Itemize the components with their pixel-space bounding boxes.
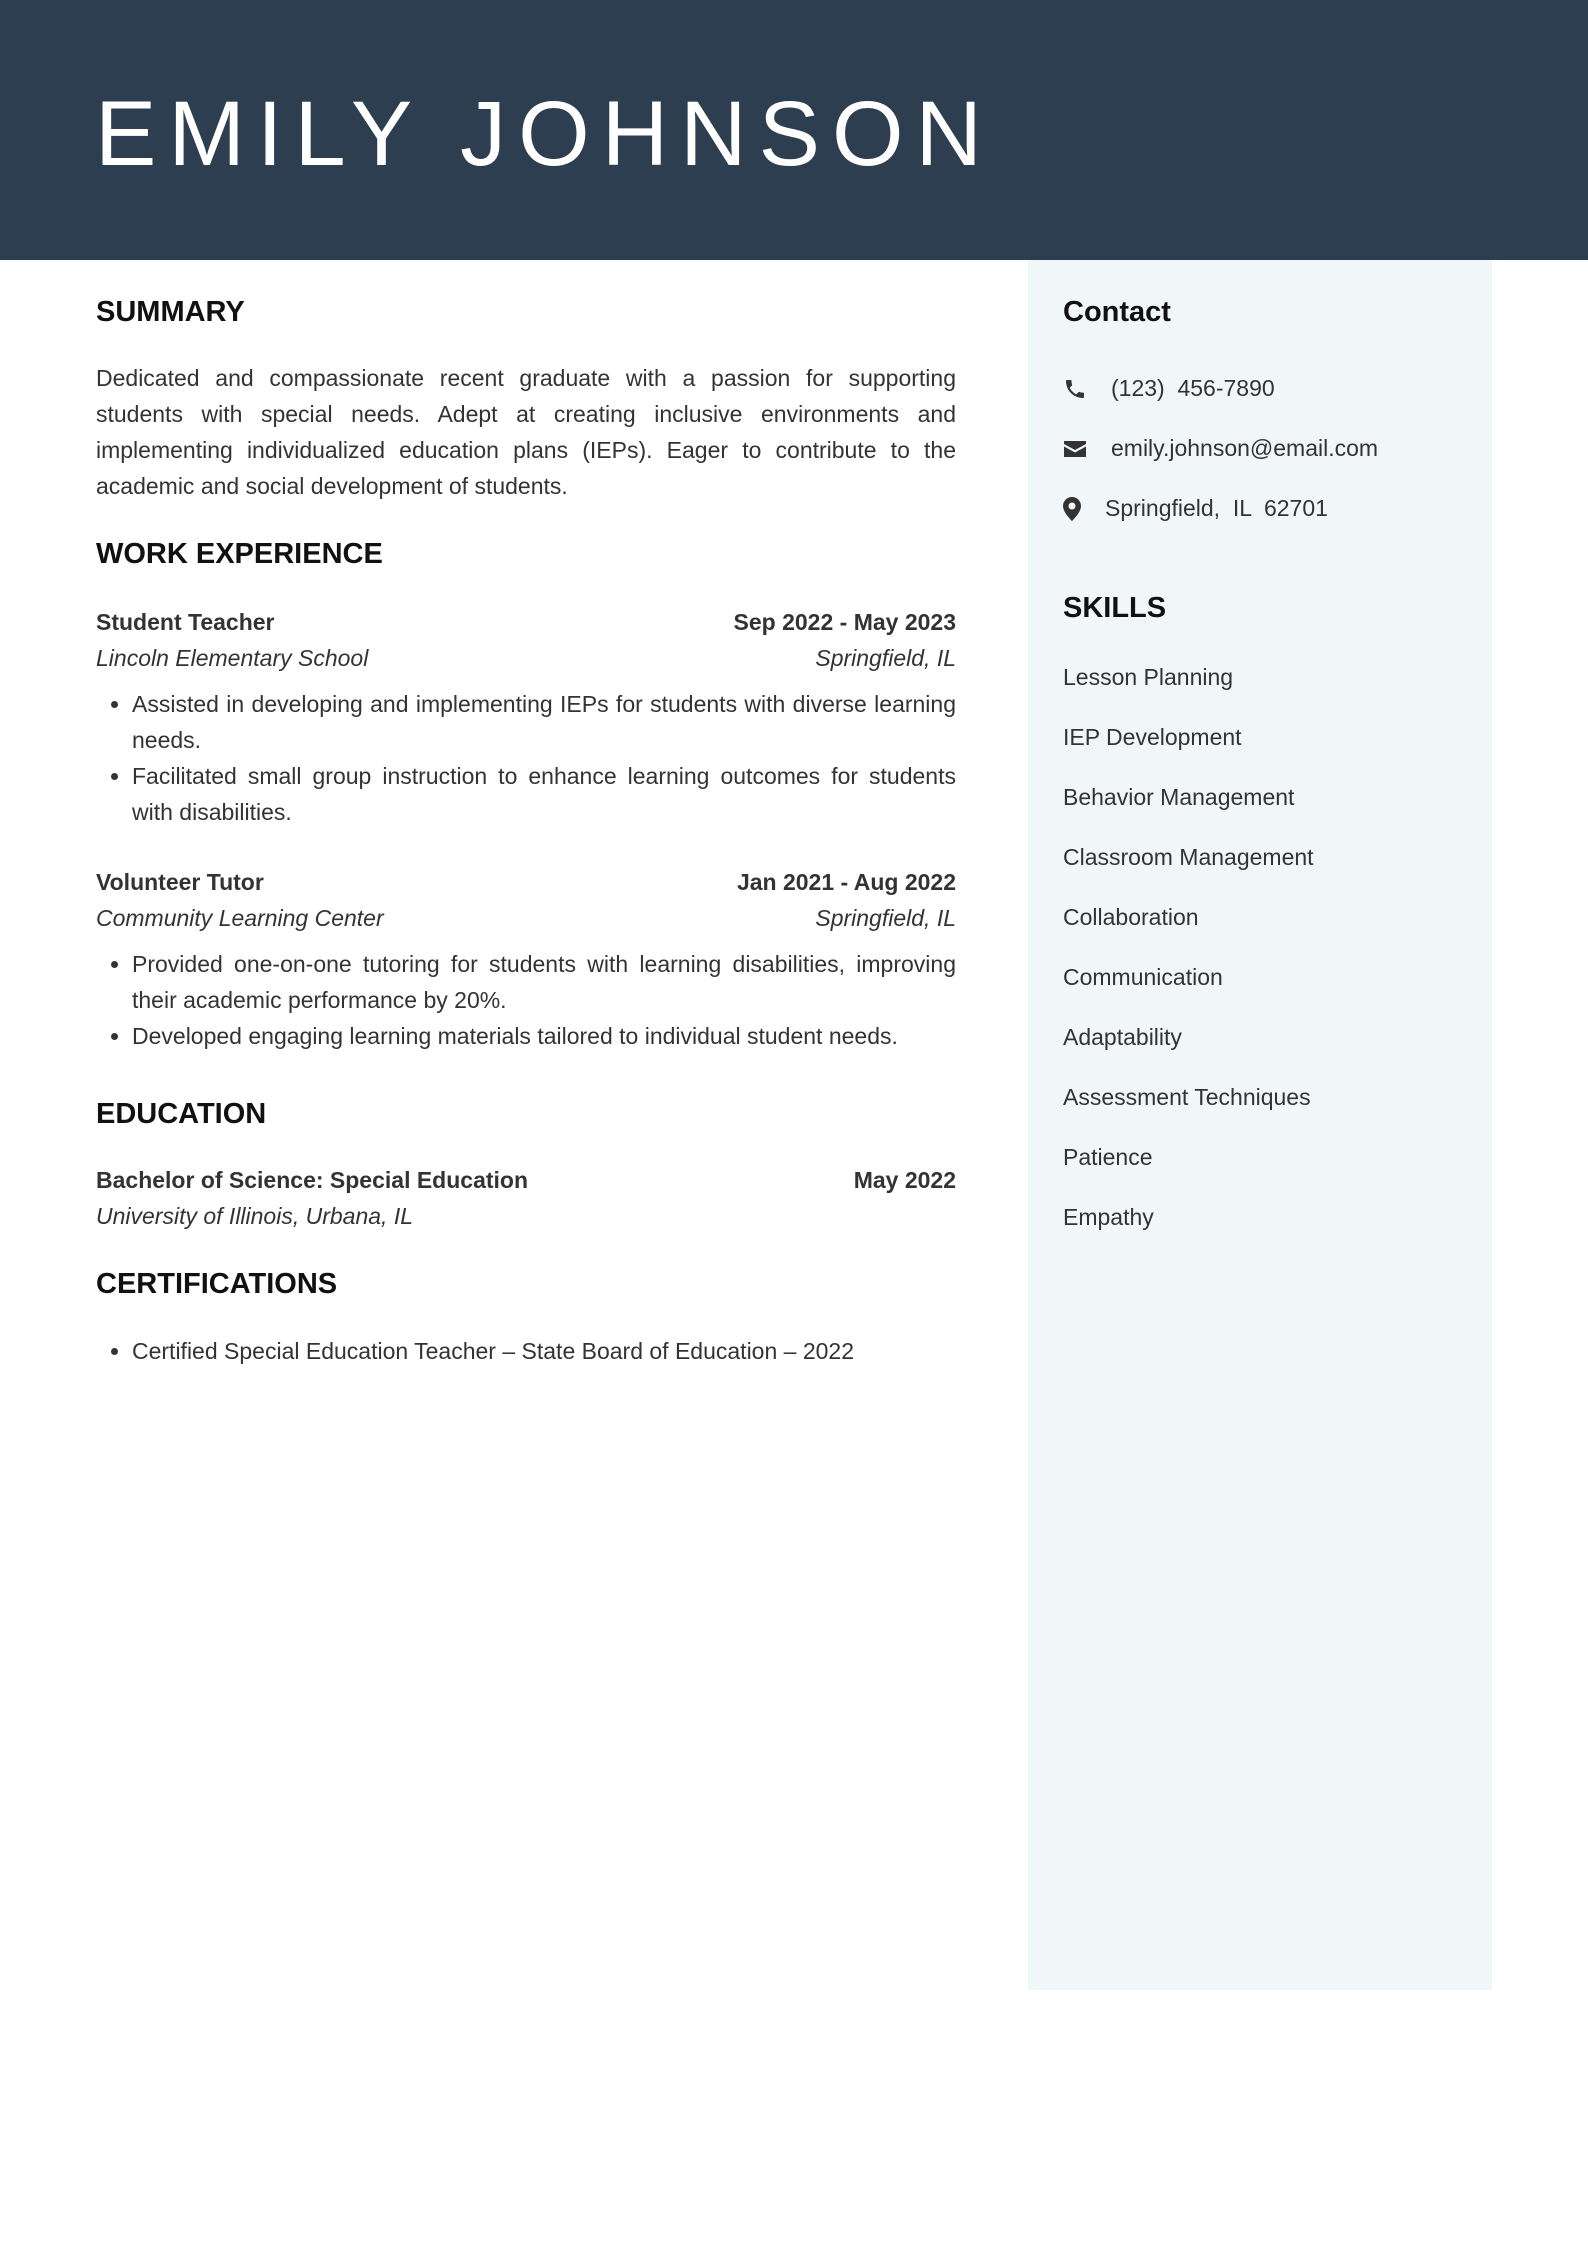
contact-phone [1063, 375, 1275, 402]
skill-item: Adaptability [1063, 1024, 1182, 1050]
skill-item: Communication [1063, 964, 1223, 990]
education-heading: EDUCATION [96, 1098, 267, 1130]
job-bullets [96, 946, 956, 1054]
certifications-list [96, 1333, 956, 1369]
summary-heading: SUMMARY [96, 296, 245, 328]
job-location: Springfield, IL [815, 645, 956, 671]
location-text: Springfield, IL 62701 [1105, 495, 1328, 521]
skill-item: Patience [1063, 1144, 1153, 1170]
skill-item: Empathy [1063, 1204, 1154, 1230]
summary-text: Dedicated and compassionate recent graduate with a passion for supporting students with special needs. Adept at creating inclusive environments and implementing individualized education plans (IEPs). Eager to contribute to the academic and social development of students. [96, 365, 956, 499]
envelope-icon [1063, 439, 1111, 459]
work-experience-heading: WORK EXPERIENCE [96, 538, 383, 570]
bullet-item: • Developed engaging learning materials tailored to individual student needs. [132, 1018, 956, 1054]
job-role: Volunteer Tutor [96, 869, 264, 895]
skill-item: Classroom Management [1063, 844, 1314, 870]
contact-heading: Contact [1063, 296, 1171, 328]
job-entry [96, 604, 956, 830]
bullet-item: • Assisted in developing and implementing IEPs for students with diverse learning needs. [132, 686, 956, 758]
bullet-item: • Provided one-on-one tutoring for students with learning disabilities, improving their academic performance by 20%. [132, 946, 956, 1018]
phone-number: (123) 456-7890 [1111, 375, 1275, 401]
skill-item: IEP Development [1063, 724, 1242, 750]
job-dates: Jan 2021 - Aug 2022 [736, 869, 956, 895]
job-bullets [96, 686, 956, 830]
job-organization: Lincoln Elementary School [96, 645, 369, 671]
job-entry [96, 864, 956, 1054]
bullet-item: • Facilitated small group instruction to enhance learning outcomes for students with disabilities. [132, 758, 956, 830]
contact-email [1063, 435, 1378, 462]
job-organization: Community Learning Center [96, 905, 384, 931]
certification-item: • Certified Special Education Teacher – State Board of Education – 2022 [132, 1333, 956, 1369]
phone-icon [1063, 377, 1111, 401]
skills-heading: SKILLS [1063, 592, 1167, 624]
job-location: Springfield, IL [815, 905, 956, 931]
job-dates: Sep 2022 - May 2023 [733, 609, 956, 635]
degree: Bachelor of Science: Special Education [96, 1167, 529, 1193]
skill-item: Assessment Techniques [1063, 1084, 1311, 1110]
skill-item: Collaboration [1063, 904, 1199, 930]
header-banner [0, 0, 1588, 260]
school: University of Illinois, Urbana, IL [96, 1203, 414, 1229]
sidebar [1028, 260, 1492, 1990]
degree-date: May 2022 [853, 1167, 956, 1193]
contact-location [1063, 495, 1328, 522]
job-role: Student Teacher [96, 609, 275, 635]
certifications-heading: CERTIFICATIONS [96, 1268, 338, 1300]
skill-item: Lesson Planning [1063, 664, 1234, 690]
education-entry [96, 1162, 956, 1234]
email-address: emily.johnson@email.com [1111, 435, 1379, 461]
candidate-name: EMILY JOHNSON [95, 83, 994, 185]
skill-item: Behavior Management [1063, 784, 1295, 810]
map-marker-icon [1063, 497, 1105, 521]
